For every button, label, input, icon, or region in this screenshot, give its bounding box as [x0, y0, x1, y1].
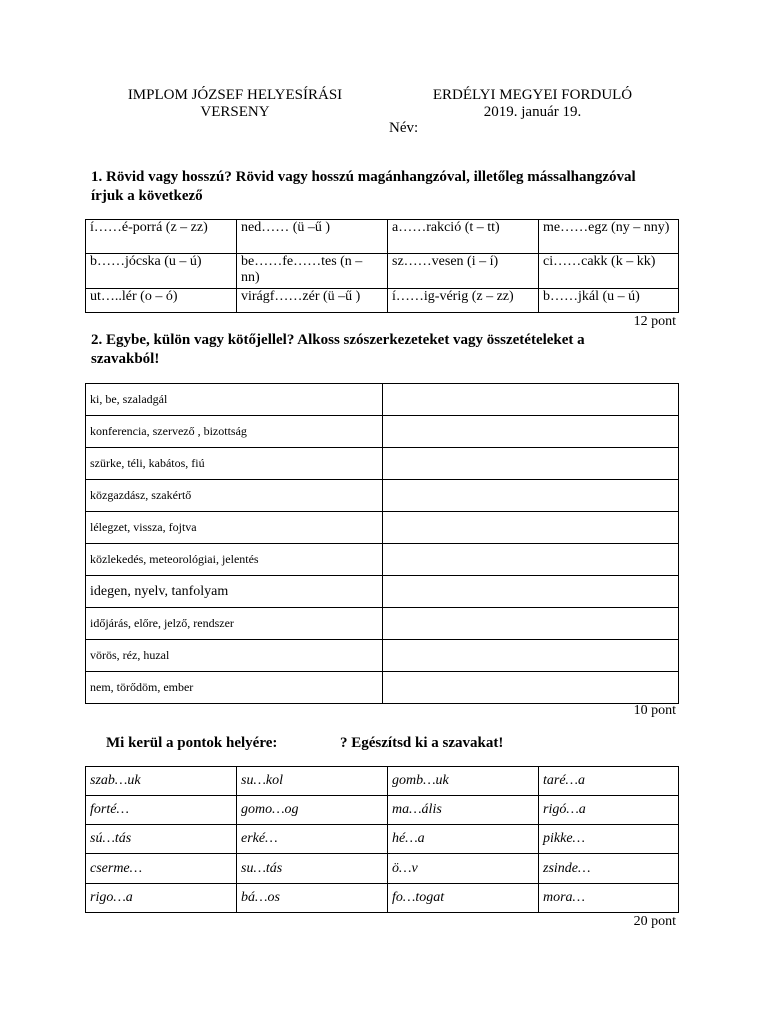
table-cell: gomb…uk — [388, 767, 539, 796]
table-cell: me……egz (ny – nny) — [539, 220, 679, 254]
table-row — [86, 854, 679, 884]
table-cell: su…kol — [237, 767, 388, 796]
table-cell: ci……cakk (k – kk) — [539, 254, 679, 289]
section3-title-left: Mi kerül a pontok helyére: — [106, 735, 278, 751]
word-group-cell: lélegzet, vissza, fojtva — [86, 512, 383, 544]
section1-points: 12 pont — [633, 314, 676, 329]
table-row — [86, 254, 679, 289]
table-cell: fo…togat — [388, 884, 539, 913]
table-row — [86, 512, 679, 544]
table-row — [86, 825, 679, 854]
table-cell: rigo…a — [86, 884, 237, 913]
table-cell: su…tás — [237, 854, 388, 884]
section1-title-line1: 1. Rövid vagy hosszú? Rövid vagy hosszú magánhangzóval, illetőleg mássalhangzóval — [91, 169, 636, 185]
word-group-cell: közlekedés, meteorológiai, jelentés — [86, 544, 383, 576]
table-row — [86, 416, 679, 448]
word-group-cell: ki, be, szaladgál — [86, 384, 383, 416]
section2-title-line1: 2. Egybe, külön vagy kötőjellel? Alkoss szószerkezeteket vagy összetételeket a — [91, 332, 585, 348]
contest-title-line2: VERSENY — [200, 104, 270, 120]
word-group-cell: szürke, téli, kabátos, fiú — [86, 448, 383, 480]
table-row — [86, 576, 679, 608]
round-name: ERDÉLYI MEGYEI FORDULÓ — [432, 87, 633, 103]
table-cell: hé…a — [388, 825, 539, 854]
table-cell: gomo…og — [237, 796, 388, 825]
table-cell: ö…v — [388, 854, 539, 884]
round-date: 2019. január 19. — [483, 104, 582, 120]
word-group-cell: vörös, réz, huzal — [86, 640, 383, 672]
table-cell: sz……vesen (i – í) — [388, 254, 539, 289]
section3-table — [85, 766, 679, 913]
answer-cell[interactable] — [383, 448, 679, 480]
word-group-cell: konferencia, szervező , bizottság — [86, 416, 383, 448]
table-cell: zsinde… — [539, 854, 679, 884]
answer-cell[interactable] — [383, 608, 679, 640]
answer-cell[interactable] — [383, 576, 679, 608]
table-row — [86, 672, 679, 704]
table-row — [86, 220, 679, 254]
table-cell: sú…tás — [86, 825, 237, 854]
table-row — [86, 608, 679, 640]
word-group-cell: időjárás, előre, jelző, rendszer — [86, 608, 383, 640]
section3-points: 20 pont — [633, 914, 676, 929]
section2-title-line2: szavakból! — [91, 351, 160, 367]
table-row — [86, 448, 679, 480]
table-cell: forté… — [86, 796, 237, 825]
answer-cell[interactable] — [383, 640, 679, 672]
section3-title-right: ? Egészítsd ki a szavakat! — [340, 735, 504, 751]
table-cell: í……é-porrá (z – zz) — [86, 220, 237, 254]
table-cell: í……ig-vérig (z – zz) — [388, 289, 539, 313]
table-row — [86, 796, 679, 825]
table-row — [86, 767, 679, 796]
section2-points: 10 pont — [633, 703, 676, 718]
table-cell: bá…os — [237, 884, 388, 913]
contest-title — [110, 87, 360, 121]
table-row — [86, 480, 679, 512]
table-cell: ned…… (ü –ű ) — [237, 220, 388, 254]
table-cell: mora… — [539, 884, 679, 913]
table-cell: szab…uk — [86, 767, 237, 796]
table-cell: be……fe……tes (n – nn) — [237, 254, 388, 289]
section1-title-line2: írjuk a következő — [91, 188, 203, 204]
answer-cell[interactable] — [383, 480, 679, 512]
contest-title-line1: IMPLOM JÓZSEF HELYESÍRÁSI — [127, 87, 343, 103]
section1-table — [85, 219, 679, 313]
table-cell: b……jkál (u – ú) — [539, 289, 679, 313]
table-cell: pikke… — [539, 825, 679, 854]
answer-cell[interactable] — [383, 672, 679, 704]
section2-table — [85, 383, 679, 704]
section1-title — [91, 168, 691, 206]
table-cell: a……rakció (t – tt) — [388, 220, 539, 254]
table-cell: cserme… — [86, 854, 237, 884]
answer-cell[interactable] — [383, 384, 679, 416]
table-cell: ma…ális — [388, 796, 539, 825]
table-cell: virágf……zér (ü –ű ) — [237, 289, 388, 313]
table-cell: ut…..lér (o – ó) — [86, 289, 237, 313]
table-row — [86, 544, 679, 576]
round-info — [405, 87, 660, 121]
table-row — [86, 640, 679, 672]
name-label: Név: — [389, 120, 419, 136]
answer-cell[interactable] — [383, 416, 679, 448]
table-row — [86, 384, 679, 416]
table-cell: rigó…a — [539, 796, 679, 825]
word-group-cell: nem, törődöm, ember — [86, 672, 383, 704]
table-cell: taré…a — [539, 767, 679, 796]
answer-cell[interactable] — [383, 512, 679, 544]
table-cell: erké… — [237, 825, 388, 854]
table-row — [86, 884, 679, 913]
section2-title — [91, 331, 691, 369]
word-group-cell: idegen, nyelv, tanfolyam — [86, 576, 383, 608]
table-cell: b……jócska (u – ú) — [86, 254, 237, 289]
word-group-cell: közgazdász, szakértő — [86, 480, 383, 512]
table-row — [86, 289, 679, 313]
answer-cell[interactable] — [383, 544, 679, 576]
